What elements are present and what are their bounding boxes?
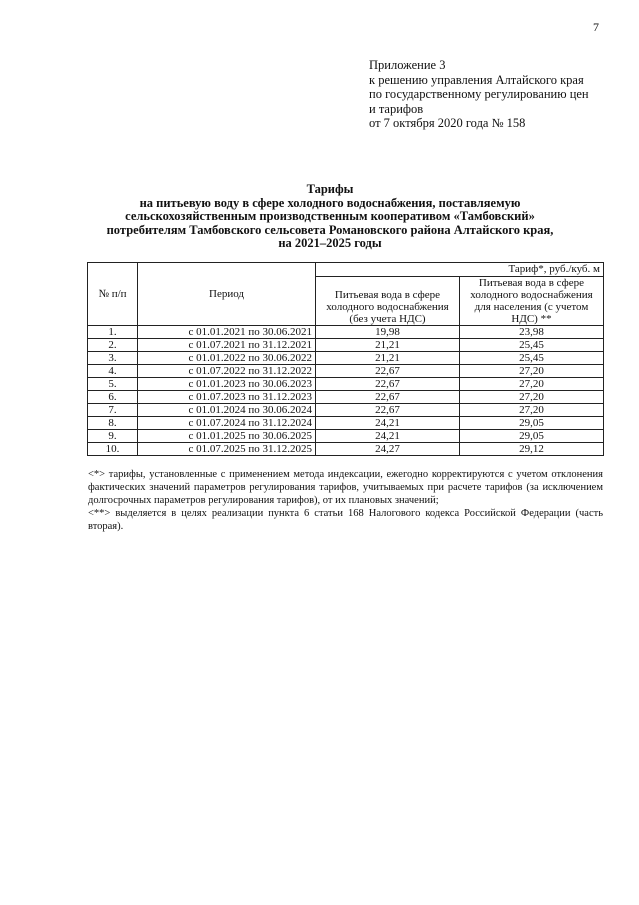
title-line: на питьевую воду в сфере холодного водоснабжения, поставляемую	[139, 195, 521, 210]
row-number: 2.	[88, 339, 138, 352]
appendix-line: и тарифов	[369, 101, 424, 116]
row-tariff-with-vat: 27,20	[460, 404, 604, 417]
row-period: с 01.07.2025 по 31.12.2025	[138, 443, 316, 456]
row-tariff-without-vat: 24,21	[316, 417, 460, 430]
row-tariff-without-vat: 22,67	[316, 365, 460, 378]
row-tariff-without-vat: 21,21	[316, 339, 460, 352]
row-number: 7.	[88, 404, 138, 417]
title-line: на 2021–2025 годы	[278, 236, 382, 250]
row-period: с 01.01.2022 по 30.06.2022	[138, 352, 316, 365]
row-tariff-without-vat: 24,21	[316, 430, 460, 443]
row-tariff-without-vat: 22,67	[316, 378, 460, 391]
footnote: <**> выделяется в целях реализации пункта 6 статьи 168 Налогового кодекса Российской Федерации (часть вторая).	[88, 508, 603, 532]
table-row	[88, 443, 604, 456]
row-number: 4.	[88, 365, 138, 378]
table-row	[88, 378, 604, 391]
appendix-block	[369, 58, 619, 131]
row-tariff-without-vat: 19,98	[316, 326, 460, 339]
row-tariff-with-vat: 27,20	[460, 378, 604, 391]
appendix-line: Приложение 3	[369, 58, 446, 72]
title-line: Тарифы	[306, 182, 354, 196]
title-line: сельскохозяйственным производственным кооперативом «Тамбовский»	[125, 209, 535, 223]
row-number: 1.	[88, 326, 138, 339]
header-without-vat: Питьевая вода в сфере холодного водоснабжения (без учета НДС)	[316, 277, 460, 326]
header-period: Период	[138, 263, 316, 326]
table-row	[88, 352, 604, 365]
row-number: 6.	[88, 391, 138, 404]
page-number: 7	[593, 20, 599, 34]
row-period: с 01.07.2022 по 31.12.2022	[138, 365, 316, 378]
row-period: с 01.01.2021 по 30.06.2021	[138, 326, 316, 339]
row-number: 10.	[88, 443, 138, 456]
row-period: с 01.01.2025 по 30.06.2025	[138, 430, 316, 443]
row-period: с 01.01.2024 по 30.06.2024	[138, 404, 316, 417]
row-period: с 01.01.2023 по 30.06.2023	[138, 378, 316, 391]
row-tariff-without-vat: 22,67	[316, 391, 460, 404]
title-line: потребителям Тамбовского сельсовета Романовского района Алтайского края,	[106, 222, 554, 237]
row-number: 8.	[88, 417, 138, 430]
table-row	[88, 365, 604, 378]
row-tariff-with-vat: 27,20	[460, 365, 604, 378]
header-num: № п/п	[88, 263, 138, 326]
row-tariff-without-vat: 21,21	[316, 352, 460, 365]
table-row	[88, 417, 604, 430]
tariff-table	[87, 262, 604, 456]
row-tariff-with-vat: 27,20	[460, 391, 604, 404]
row-tariff-without-vat: 22,67	[316, 404, 460, 417]
table-body	[88, 326, 604, 456]
table-row	[88, 404, 604, 417]
row-period: с 01.07.2024 по 31.12.2024	[138, 417, 316, 430]
table-row	[88, 339, 604, 352]
document-title	[60, 183, 600, 251]
appendix-line: от 7 октября 2020 года № 158	[369, 116, 526, 130]
row-tariff-with-vat: 25,45	[460, 352, 604, 365]
header-with-vat: Питьевая вода в сфере холодного водоснабжения для населения (с учетом НДС) **	[460, 277, 604, 326]
appendix-line: к решению управления Алтайского края	[369, 72, 584, 87]
row-period: с 01.07.2023 по 31.12.2023	[138, 391, 316, 404]
row-number: 5.	[88, 378, 138, 391]
row-tariff-without-vat: 24,27	[316, 443, 460, 456]
table-row	[88, 326, 604, 339]
row-tariff-with-vat: 29,05	[460, 430, 604, 443]
row-tariff-with-vat: 25,45	[460, 339, 604, 352]
table-row	[88, 430, 604, 443]
footnote: <*> тарифы, установленные с применением метода индексации, ежегодно корректируются с учетом отклонения фактических значений параметров регулирования тарифов, учитываемых при расчете тарифов (за исключением долгосрочных параметров регулирования тарифов), от их плановых значений;	[88, 469, 603, 506]
appendix-line: по государственному регулированию цен	[369, 87, 589, 101]
row-number: 9.	[88, 430, 138, 443]
row-tariff-with-vat: 23,98	[460, 326, 604, 339]
header-tariff: Тариф*, руб./куб. м	[316, 263, 604, 277]
table-row	[88, 391, 604, 404]
row-tariff-with-vat: 29,12	[460, 443, 604, 456]
row-tariff-with-vat: 29,05	[460, 417, 604, 430]
footnotes	[88, 468, 603, 533]
row-period: с 01.07.2021 по 31.12.2021	[138, 339, 316, 352]
row-number: 3.	[88, 352, 138, 365]
